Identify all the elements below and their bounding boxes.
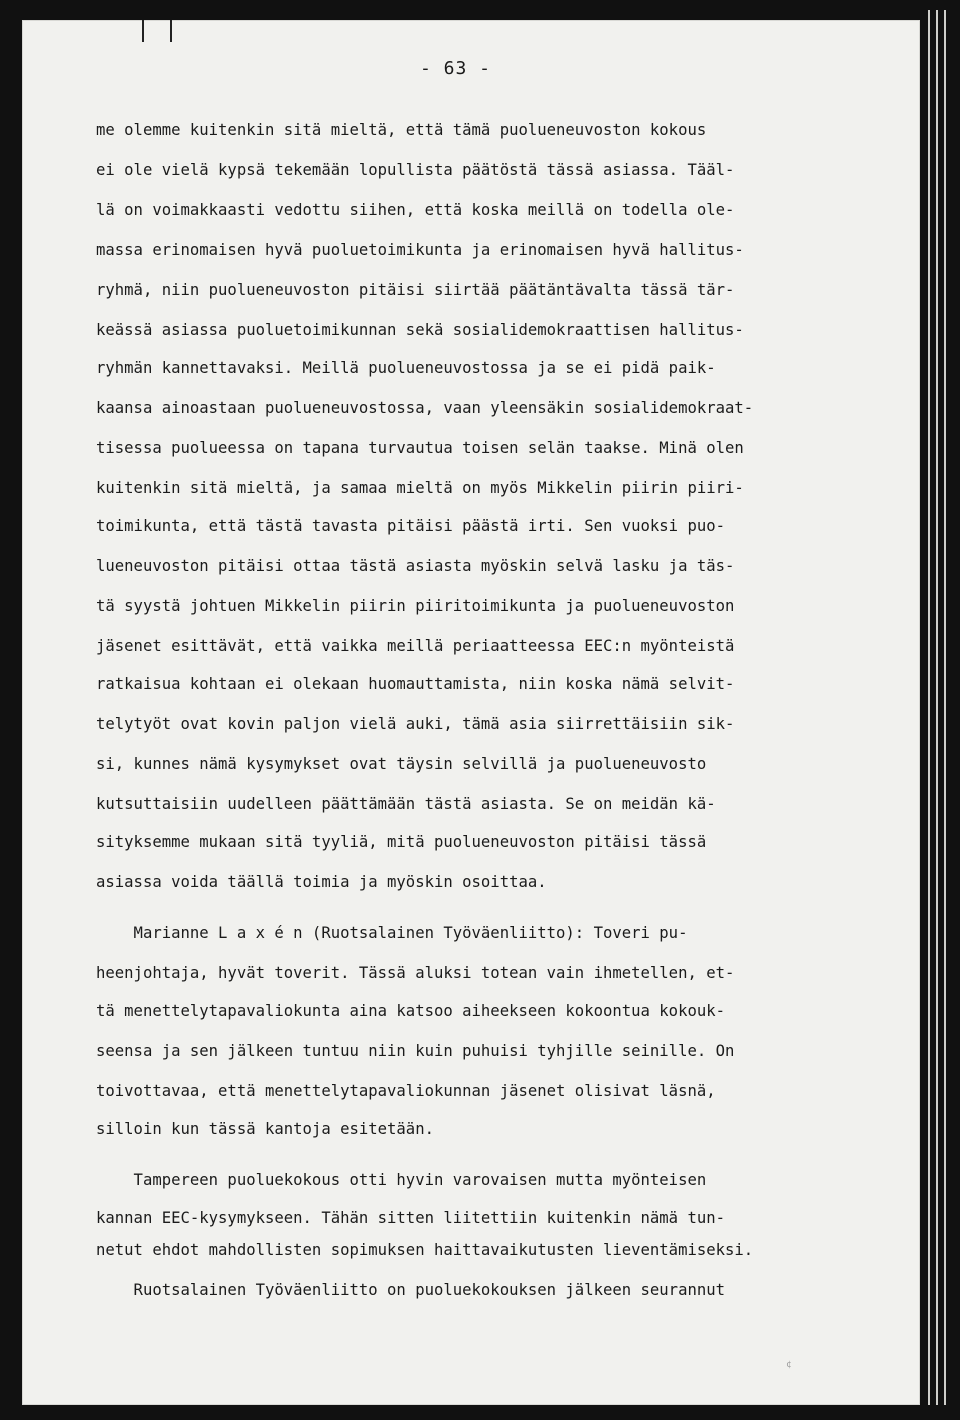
text-line: ryhmä, niin puolueneuvoston pitäisi siirtää päätäntävalta tässä tär- <box>96 281 735 299</box>
text-line: Marianne L a x é n (Ruotsalainen Työväenliitto): Toveri pu- <box>96 924 688 942</box>
text-line: telytyöt ovat kovin paljon vielä auki, tämä asia siirrettäisiin sik- <box>96 715 735 733</box>
binding-mark <box>142 20 144 42</box>
text-line: massa erinomaisen hyvä puoluetoimikunta ja erinomaisen hyvä hallitus- <box>96 241 744 259</box>
text-line: jäsenet esittävät, että vaikka meillä periaatteessa EEC:n myönteistä <box>96 637 735 655</box>
text-line: netut ehdot mahdollisten sopimuksen haittavaikutusten lieventämiseksi. <box>96 1241 754 1259</box>
page-stack-edge <box>944 10 946 1405</box>
text-line: lueneuvoston pitäisi ottaa tästä asiasta myöskin selvä lasku ja täs- <box>96 557 735 575</box>
corner-mark: ¢ <box>786 1360 792 1370</box>
text-line: keässä asiassa puoluetoimikunnan sekä sosialidemokraattisen hallitus- <box>96 321 744 339</box>
text-line: Tampereen puoluekokous otti hyvin varovaisen mutta myönteisen <box>96 1171 707 1189</box>
page-number: - 63 - <box>420 58 492 79</box>
text-line: asiassa voida täällä toimia ja myöskin osoittaa. <box>96 873 547 891</box>
text-line: kutsuttaisiin uudelleen päättämään tästä asiasta. Se on meidän kä- <box>96 795 716 813</box>
binding-mark <box>170 20 172 42</box>
text-line: kannan EEC-kysymykseen. Tähän sitten liitettiin kuitenkin nämä tun- <box>96 1209 726 1227</box>
text-line: toivottavaa, että menettelytapavaliokunnan jäsenet olisivat läsnä, <box>96 1082 716 1100</box>
text-line: tisessa puolueessa on tapana turvautua toisen selän taakse. Minä olen <box>96 439 744 457</box>
text-line: si, kunnes nämä kysymykset ovat täysin selvillä ja puolueneuvosto <box>96 755 707 773</box>
text-line: tä syystä johtuen Mikkelin piirin piiritoimikunta ja puolueneuvoston <box>96 597 735 615</box>
text-line: kaansa ainoastaan puolueneuvostossa, vaan yleensäkin sosialidemokraat- <box>96 399 754 417</box>
text-line: lä on voimakkaasti vedottu siihen, että koska meillä on todella ole- <box>96 201 735 219</box>
text-line: seensa ja sen jälkeen tuntuu niin kuin puhuisi tyhjille seinille. On <box>96 1042 735 1060</box>
text-line: me olemme kuitenkin sitä mieltä, että tämä puolueneuvoston kokous <box>96 121 707 139</box>
text-line: ratkaisua kohtaan ei olekaan huomauttamista, niin koska nämä selvit- <box>96 675 735 693</box>
text-line: tä menettelytapavaliokunta aina katsoo aiheekseen kokoontua kokouk- <box>96 1002 726 1020</box>
text-line: Ruotsalainen Työväenliitto on puoluekokouksen jälkeen seurannut <box>96 1281 726 1299</box>
text-line: kuitenkin sitä mieltä, ja samaa mieltä on myös Mikkelin piirin piiri- <box>96 479 744 497</box>
text-line: ryhmän kannettavaksi. Meillä puolueneuvostossa ja se ei pidä paik- <box>96 359 716 377</box>
text-line: heenjohtaja, hyvät toverit. Tässä aluksi totean vain ihmetellen, et- <box>96 964 735 982</box>
text-line: toimikunta, että tästä tavasta pitäisi päästä irti. Sen vuoksi puo- <box>96 517 726 535</box>
page-stack-edge <box>936 10 938 1405</box>
paper-sheet <box>22 20 920 1405</box>
page-stack-edge <box>928 10 930 1405</box>
text-line: silloin kun tässä kantoja esitetään. <box>96 1120 434 1138</box>
text-line: sityksemme mukaan sitä tyyliä, mitä puolueneuvoston pitäisi tässä <box>96 833 707 851</box>
text-line: ei ole vielä kypsä tekemään lopullista päätöstä tässä asiassa. Tääl- <box>96 161 735 179</box>
